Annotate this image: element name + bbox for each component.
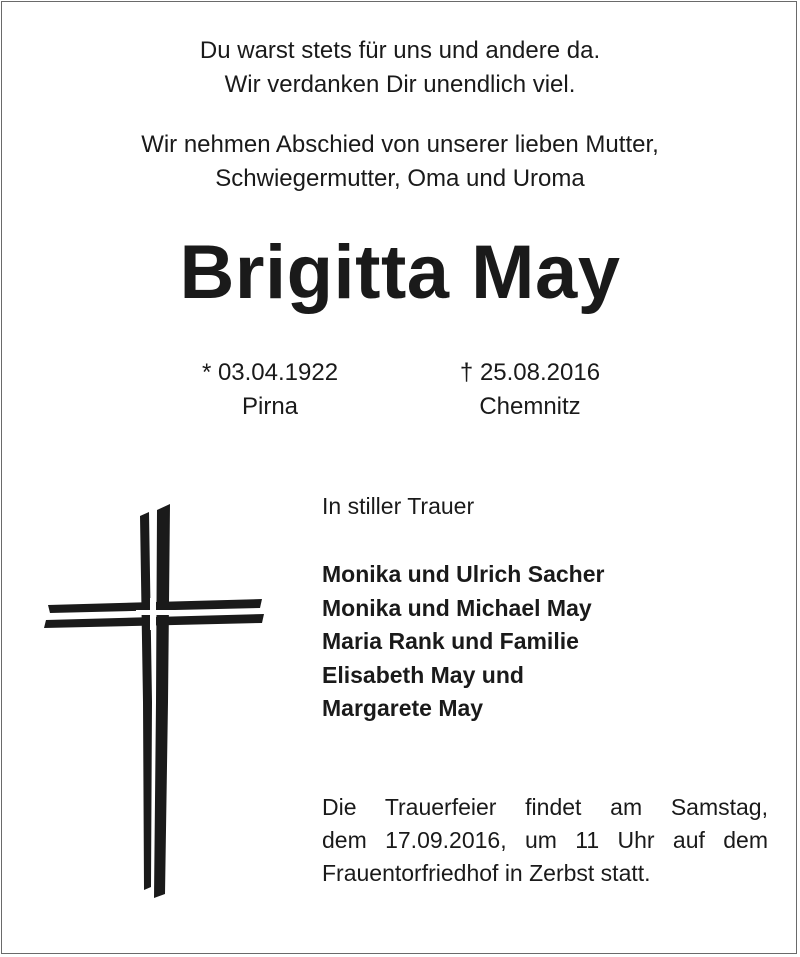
death-place: Chemnitz <box>479 393 581 420</box>
list-item: Elisabeth May und <box>322 661 524 688</box>
deceased-name: Brigitta May <box>179 230 621 315</box>
ceremony-line-1: Die Trauerfeier findet am Samstag, <box>322 794 768 820</box>
list-item: Maria Rank und Familie <box>322 628 579 654</box>
intro-line-1: Du warst stets für uns und andere da. <box>199 37 601 64</box>
ceremony-info <box>322 791 768 890</box>
list-item: Margarete May <box>322 695 484 721</box>
farewell-lines <box>0 128 800 196</box>
intro-lines <box>0 34 800 102</box>
birth-info <box>180 356 360 424</box>
list-item: Monika und Ulrich Sacher <box>322 561 605 587</box>
farewell-line-1: Wir nehmen Abschied von unserer lieben Mutter, <box>141 131 659 158</box>
birth-place: Pirna <box>241 393 299 420</box>
farewell-line-2: Schwiegermutter, Oma und Uroma <box>215 165 585 192</box>
ceremony-line-3: Frauentorfriedhof in Zerbst statt. <box>322 860 651 886</box>
mourners-list <box>322 558 782 726</box>
cross-icon <box>40 502 270 902</box>
mourning-heading: In stiller Trauer <box>322 493 475 519</box>
ceremony-line-2: dem 17.09.2016, um 11 Uhr auf dem <box>322 827 768 853</box>
list-item: Monika und Michael May <box>322 594 592 621</box>
death-info <box>430 356 630 424</box>
birth-date: * 03.04.1922 <box>201 359 339 386</box>
intro-line-2: Wir verdanken Dir unendlich viel. <box>224 71 576 98</box>
death-date: † 25.08.2016 <box>459 359 601 386</box>
